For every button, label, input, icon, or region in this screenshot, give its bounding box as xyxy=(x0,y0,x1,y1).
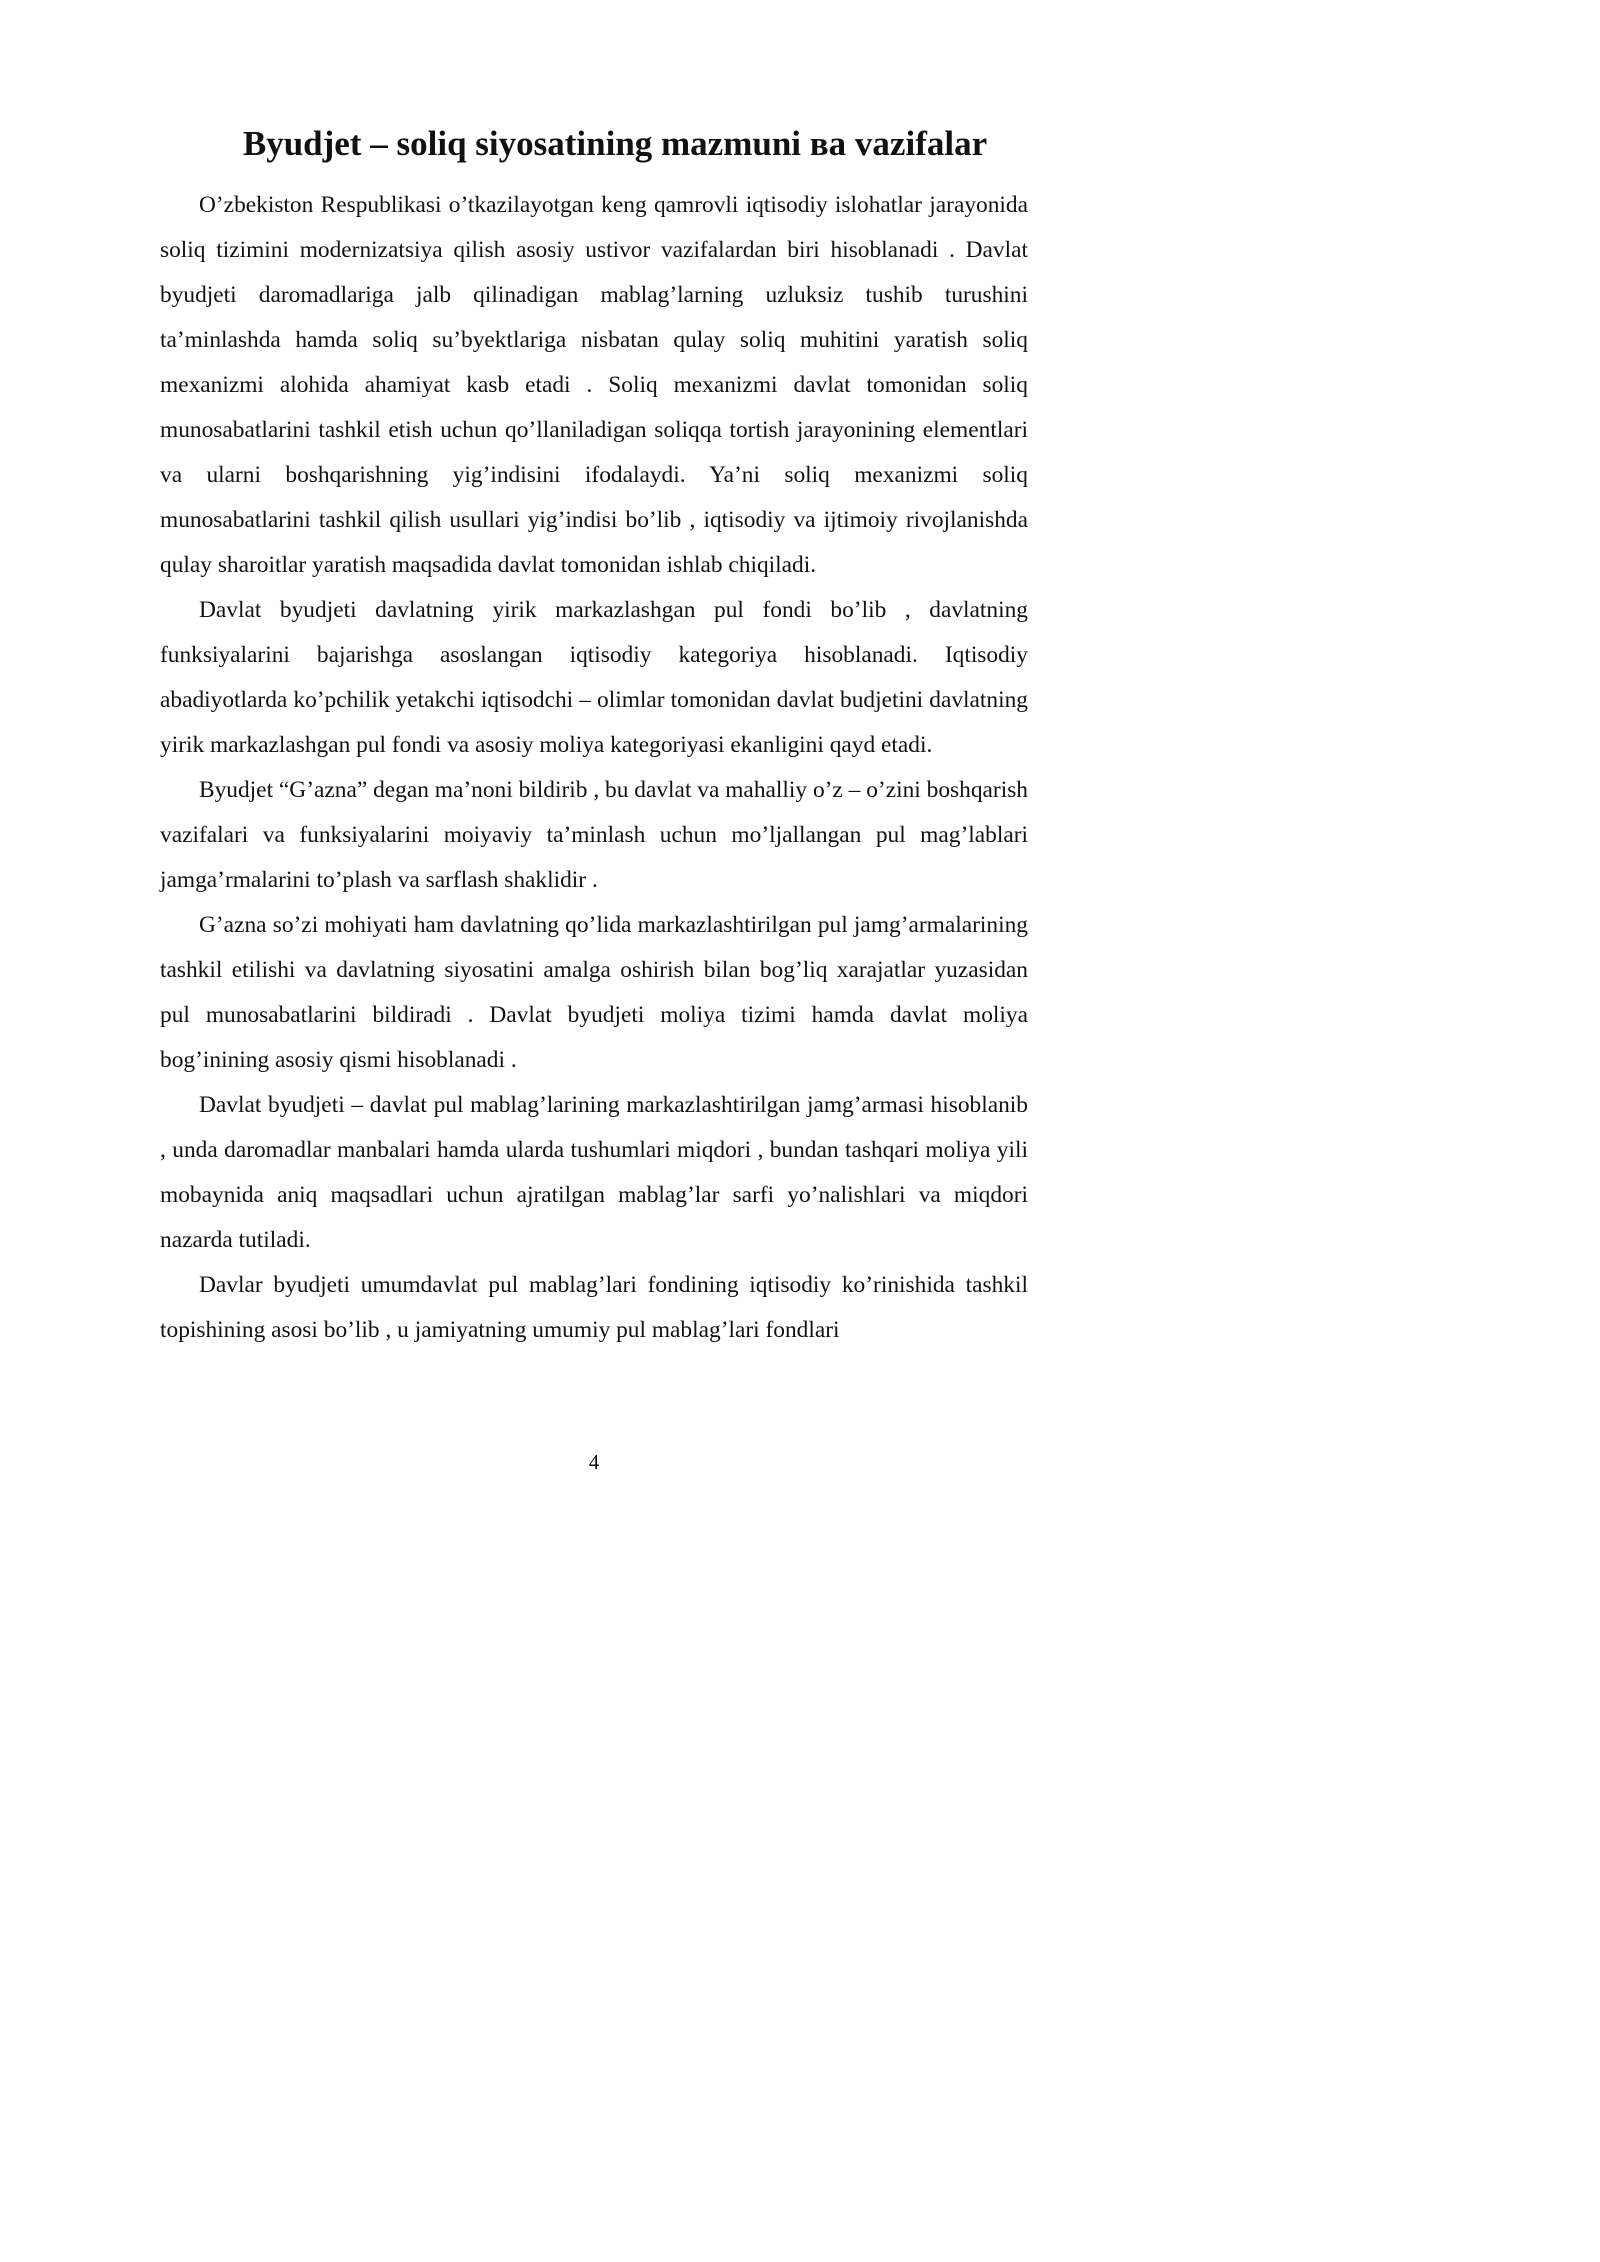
paragraph-1: O’zbekiston Respublikasi o’tkazilayotgan keng qamrovli iqtisodiy islohatlar jarayonida soliq tizimini modernizatsiya qilish asosiy ustivor vazifalardan biri hisoblanadi . Davlat byudjeti daromadlariga jalb qilinadigan mablag’larning uzluksiz tushib turushini ta’minlashda hamda soliq su’byektlariga nisbatan qulay soliq muhitini yaratish soliq mexanizmi alohida ahamiyat kasb etadi . Soliq mexanizmi davlat tomonidan soliq munosabatlarini tashkil etish uchun qo’llaniladigan soliqqa tortish jarayonining elementlari va ularni boshqarishning yig’indisini ifodalaydi. Ya’ni soliq mexanizmi soliq munosabatlarini tashkil qilish usullari yig’indisi bo’lib , iqtisodiy va ijtimoiy rivojlanishda qulay sharoitlar yaratish maqsadida davlat tomonidan ishlab chiqiladi. xyxy=(160,192,1028,578)
paragraph-5: Davlat byudjeti – davlat pul mablag’larining markazlashtirilgan jamg’armasi hisoblanib , unda daromadlar manbalari hamda ularda tushumlari miqdori , bundan tashqari moliya yili mobaynida aniq maqsadlari uchun ajratilgan mablag’lar sarfi yo’nalishlari va miqdori nazarda tutiladi. xyxy=(160,1092,1028,1253)
document-page xyxy=(0,0,1100,1556)
paragraph-3: Byudjet “G’azna” degan ma’noni bildirib , bu davlat va mahalliy o’z – o’zini boshqarish vazifalari va funksiyalarini moiyaviy ta’minlash uchun mo’ljallangan pul mag’lablari jamga’rmalarini to’plash va sarflash shaklidir . xyxy=(160,777,1028,893)
page-title: Byudjet – soliq siyosatining mazmuni ва vazifalar xyxy=(242,124,988,163)
paragraph-2: Davlat byudjeti davlatning yirik markazlashgan pul fondi bo’lib , davlatning funksiyalarini bajarishga asoslangan iqtisodiy kategoriya hisoblanadi. Iqtisodiy abadiyotlarda ko’pchilik yetakchi iqtisodchi – olimlar tomonidan davlat budjetini davlatning yirik markazlashgan pul fondi va asosiy moliya kategoriyasi ekanligini qayd etadi. xyxy=(160,597,1028,758)
body-text xyxy=(160,183,1028,1353)
page-number: 4 xyxy=(588,1450,600,1474)
paragraph-6: Davlar byudjeti umumdavlat pul mablag’lari fondining iqtisodiy ko’rinishida tashkil topishining asosi bo’lib , u jamiyatning umumiy pul mablag’lari fondlari xyxy=(160,1272,1028,1343)
paragraph-4: G’azna so’zi mohiyati ham davlatning qo’lida markazlashtirilgan pul jamg’armalarining tashkil etilishi va davlatning siyosatini amalga oshirish bilan bog’liq xarajatlar yuzasidan pul munosabatlarini bildiradi . Davlat byudjeti moliya tizimi hamda davlat moliya bog’inining asosiy qismi hisoblanadi . xyxy=(160,912,1028,1073)
